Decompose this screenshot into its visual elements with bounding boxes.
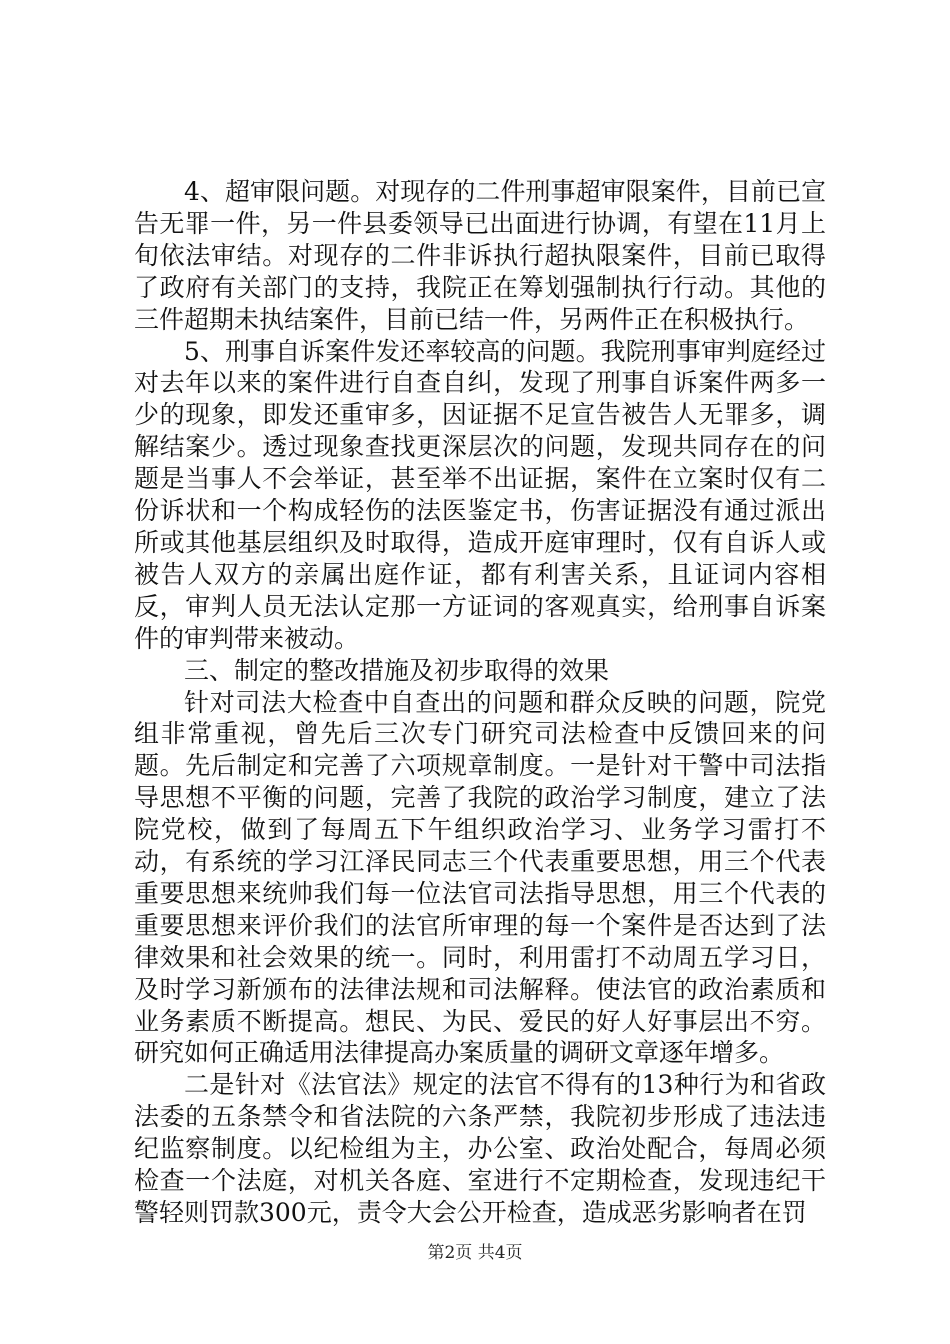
document-body bbox=[134, 176, 826, 1229]
section-heading-measures: 三、制定的整改措施及初步取得的效果 bbox=[184, 655, 610, 685]
paragraph-study-system: 针对司法大检查中自查出的问题和群众反映的问题，院党组非常重视，曾先后三次专门研究司法检查中反馈回来的问题。先后制定和完善了六项规章制度。一是针对干警中司法指导思想不平衡的问题，完善了我院的政治学习制度，建立了法院党校，做到了每周五下午组织政治学习、业务学习雷打不动，有系统的学习江泽民同志三个代表重要思想，用三个代表重要思想来统帅我们每一位法官司法指导思想，用三个代表的重要思想来评价我们的法官所审理的每一个案件是否达到了法律效果和社会效果的统一。同时，利用雷打不动周五学习日，及时学习新颁布的法律法规和司法解释。使法官的政治素质和业务素质不断提高。想民、为民、爱民的好人好事层出不穷。研究如何正确适用法律提高办案质量的调研文章逐年增多。 bbox=[134, 687, 826, 1068]
paragraph-private-prosecution: 5、刑事自诉案件发还率较高的问题。我院刑事审判庭经过对去年以来的案件进行自查自纠，发现了刑事自诉案件两多一少的现象，即发还重审多，因证据不足宣告被告人无罪多，调解结案少。透过现象查找更深层次的问题，发现共同存在的问题是当事人不会举证，甚至举不出证据，案件在立案时仅有二份诉状和一个构成轻伤的法医鉴定书，伤害证据没有通过派出所或其他基层组织及时取得，造成开庭审理时，仅有自诉人或被告人双方的亲属出庭作证，都有利害关系，且证词内容相反，审判人员无法认定那一方证词的客观真实，给刑事自诉案件的审判带来被动。 bbox=[134, 336, 826, 653]
paragraph-discipline-system: 二是针对《法官法》规定的法官不得有的13种行为和省政法委的五条禁令和省法院的六条严禁，我院初步形成了违法违纪监察制度。以纪检组为主，办公室、政治处配合，每周必须检查一个法庭，对机关各庭、室进行不定期检查，发现违纪干警轻则罚款300元，责令大会公开检查，造成恶劣影响者在罚 bbox=[134, 1070, 826, 1227]
page-number-footer: 第2页 共4页 bbox=[427, 1243, 523, 1263]
paragraph-overdue-cases: 4、超审限问题。对现存的二件刑事超审限案件，目前已宣告无罪一件，另一件县委领导已出面进行协调，有望在11月上旬依法审结。对现存的二件非诉执行超执限案件，目前已取得了政府有关部门的支持，我院正在筹划强制执行行动。其他的三件超期未执结案件，目前已结一件，另两件正在积极执行。 bbox=[134, 177, 826, 334]
